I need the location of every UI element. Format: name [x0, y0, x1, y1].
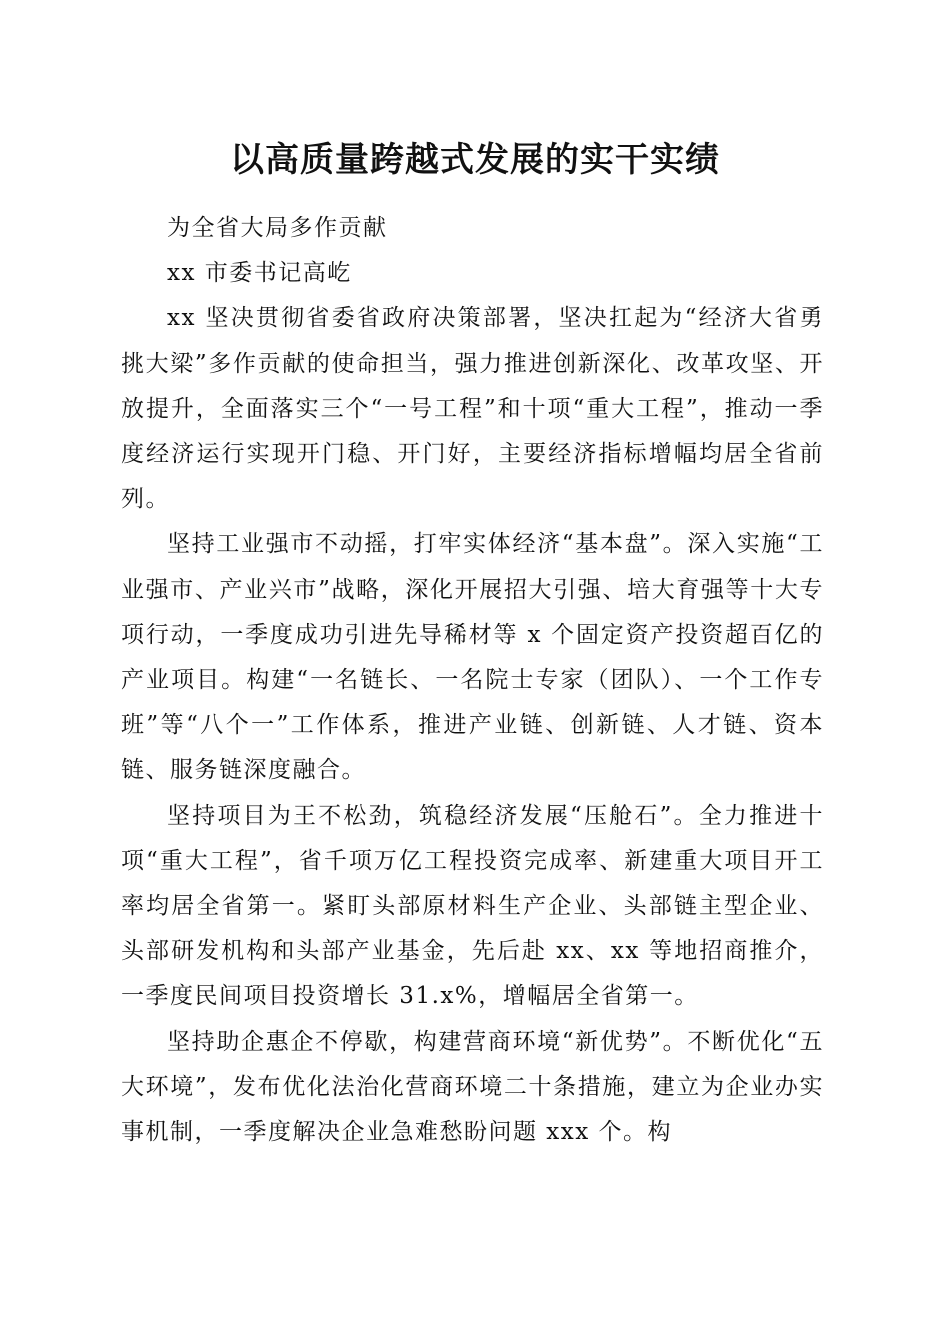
- subtitle-paragraph: 为全省大局多作贡献: [167, 215, 388, 241]
- business-environment-paragraph: 坚持助企惠企不停歇，构建营商环境“新优势”。不断优化“五大环境”，发布优化法治化营商环境二十条措施，建立为企业办实事机制，一季度解决企业急难愁盼问题 xxx 个。构: [121, 1028, 824, 1146]
- intro-paragraph: xx 坚决贯彻省委省政府决策部署，坚决扛起为“经济大省勇挑大梁”多作贡献的使命担当，强力推进创新深化、改革攻坚、开放提升，全面落实三个“一号工程”和十项“重大工程”，推动一季度经济运行实现开门稳、开门好，主要经济指标增幅均居全省前列。: [121, 305, 824, 513]
- industry-paragraph: 坚持工业强市不动摇，打牢实体经济“基本盘”。深入实施“工业强市、产业兴市”战略，深化开展招大引强、培大育强等十大专项行动，一季度成功引进先导稀材等 x 个固定资产投资超百亿的产业项目。构建“一名链长、一名院士专家（团队）、一个工作专班”等“八个一”工作体系，推进产业链、创新链、人才链、资本链、服务链深度融合。: [121, 531, 824, 784]
- document-title: 以高质量跨越式发展的实干实绩: [230, 140, 720, 180]
- project-paragraph: 坚持项目为王不松劲，筑稳经济发展“压舱石”。全力推进十项“重大工程”，省千项万亿工程投资完成率、新建重大项目开工率均居全省第一。紧盯头部原材料生产企业、头部链主型企业、头部研发机构和头部产业基金，先后赴 xx、xx 等地招商推介，一季度民间项目投资增长 31.x%，增幅居全省第一。: [121, 802, 824, 1010]
- document-body: [121, 206, 824, 1155]
- author-line: xx 市委书记高屹: [167, 260, 352, 287]
